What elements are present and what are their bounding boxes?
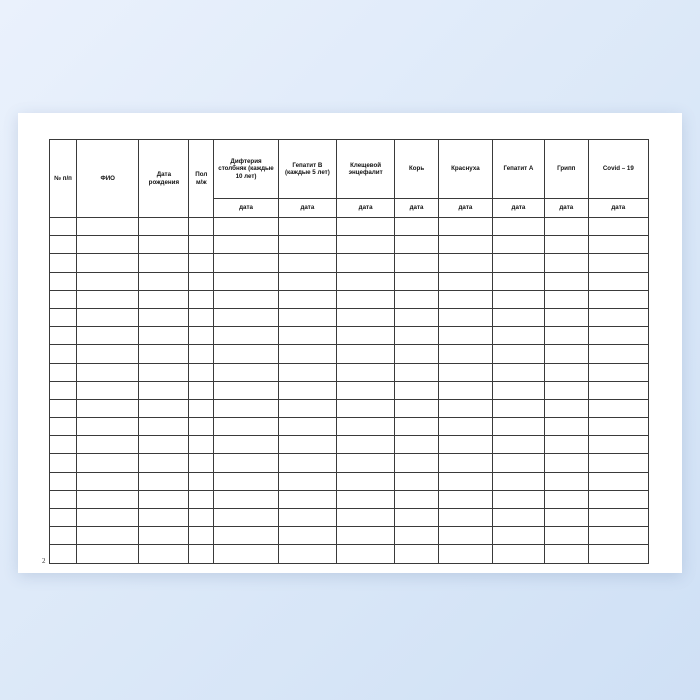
table-cell[interactable] xyxy=(139,436,189,454)
table-cell[interactable] xyxy=(189,454,214,472)
table-cell[interactable] xyxy=(492,363,544,381)
table-cell[interactable] xyxy=(214,272,278,290)
table-cell[interactable] xyxy=(50,363,77,381)
table-cell[interactable] xyxy=(544,290,588,308)
table-cell[interactable] xyxy=(492,272,544,290)
table-row xyxy=(50,545,649,563)
table-cell[interactable] xyxy=(588,545,648,563)
table-cell[interactable] xyxy=(77,454,139,472)
table-cell[interactable] xyxy=(336,327,394,345)
table-cell[interactable] xyxy=(139,327,189,345)
table-cell[interactable] xyxy=(214,399,278,417)
table-cell[interactable] xyxy=(50,399,77,417)
table-cell[interactable] xyxy=(278,545,336,563)
table-row xyxy=(50,490,649,508)
table-cell[interactable] xyxy=(278,290,336,308)
document-page xyxy=(18,113,682,573)
table-cell[interactable] xyxy=(278,436,336,454)
table-cell[interactable] xyxy=(492,290,544,308)
column-subheader-7: дата xyxy=(395,199,439,218)
table-cell[interactable] xyxy=(189,254,214,272)
table-cell[interactable] xyxy=(588,527,648,545)
table-row xyxy=(50,290,649,308)
table-cell[interactable] xyxy=(278,345,336,363)
table-cell[interactable] xyxy=(139,418,189,436)
table-cell[interactable] xyxy=(77,527,139,545)
column-header-8 xyxy=(438,140,492,199)
table-cell[interactable] xyxy=(395,545,439,563)
header-row-main xyxy=(50,140,649,199)
table-cell[interactable] xyxy=(278,490,336,508)
table-cell[interactable] xyxy=(189,418,214,436)
table-cell[interactable] xyxy=(492,381,544,399)
table-cell[interactable] xyxy=(336,254,394,272)
table-cell[interactable] xyxy=(492,399,544,417)
table-cell[interactable] xyxy=(214,308,278,326)
table-cell[interactable] xyxy=(139,454,189,472)
table-cell[interactable] xyxy=(214,472,278,490)
table-row xyxy=(50,308,649,326)
table-cell[interactable] xyxy=(77,308,139,326)
table-cell[interactable] xyxy=(336,454,394,472)
table-cell[interactable] xyxy=(139,399,189,417)
table-cell[interactable] xyxy=(189,436,214,454)
column-header-5 xyxy=(278,140,336,199)
table-cell[interactable] xyxy=(438,399,492,417)
table-cell[interactable] xyxy=(438,436,492,454)
table-cell[interactable] xyxy=(544,236,588,254)
table-cell[interactable] xyxy=(214,254,278,272)
column-header-3 xyxy=(189,140,214,218)
table-cell[interactable] xyxy=(588,272,648,290)
table-cell[interactable] xyxy=(438,509,492,527)
column-subheader-11: дата xyxy=(588,199,648,218)
table-cell[interactable] xyxy=(588,218,648,236)
table-cell[interactable] xyxy=(278,327,336,345)
table-cell[interactable] xyxy=(139,345,189,363)
table-cell[interactable] xyxy=(588,436,648,454)
table-cell[interactable] xyxy=(189,290,214,308)
table-cell[interactable] xyxy=(50,327,77,345)
table-cell[interactable] xyxy=(588,490,648,508)
table-cell[interactable] xyxy=(139,308,189,326)
table-row xyxy=(50,418,649,436)
table-cell[interactable] xyxy=(395,509,439,527)
table-cell[interactable] xyxy=(336,418,394,436)
column-header-label-10: Грипп xyxy=(557,165,576,173)
table-cell[interactable] xyxy=(50,418,77,436)
column-header-label-0: № п/п xyxy=(54,174,72,182)
table-cell[interactable] xyxy=(278,381,336,399)
table-row xyxy=(50,327,649,345)
table-cell[interactable] xyxy=(139,490,189,508)
table-cell[interactable] xyxy=(214,236,278,254)
table-cell[interactable] xyxy=(189,236,214,254)
table-cell[interactable] xyxy=(50,472,77,490)
table-cell[interactable] xyxy=(278,272,336,290)
table-cell[interactable] xyxy=(50,381,77,399)
table-cell[interactable] xyxy=(395,399,439,417)
table-cell[interactable] xyxy=(544,399,588,417)
table-cell[interactable] xyxy=(438,272,492,290)
table-cell[interactable] xyxy=(395,254,439,272)
table-cell[interactable] xyxy=(395,472,439,490)
table-cell[interactable] xyxy=(50,308,77,326)
table-cell[interactable] xyxy=(588,399,648,417)
table-cell[interactable] xyxy=(544,327,588,345)
table-cell[interactable] xyxy=(492,545,544,563)
table-cell[interactable] xyxy=(139,545,189,563)
table-cell[interactable] xyxy=(588,236,648,254)
table-cell[interactable] xyxy=(139,472,189,490)
table-cell[interactable] xyxy=(544,545,588,563)
table-cell[interactable] xyxy=(544,254,588,272)
column-subheader-5: дата xyxy=(278,199,336,218)
table-cell[interactable] xyxy=(336,345,394,363)
table-row xyxy=(50,254,649,272)
table-row xyxy=(50,363,649,381)
column-subheader-4: дата xyxy=(214,199,278,218)
table-row xyxy=(50,345,649,363)
table-cell[interactable] xyxy=(77,472,139,490)
table-cell[interactable] xyxy=(77,509,139,527)
table-row xyxy=(50,454,649,472)
table-cell[interactable] xyxy=(588,509,648,527)
column-header-label-6: Клещевой энцефалит xyxy=(348,161,383,176)
table-cell[interactable] xyxy=(336,436,394,454)
table-cell[interactable] xyxy=(588,381,648,399)
table-cell[interactable] xyxy=(588,472,648,490)
table-cell[interactable] xyxy=(77,418,139,436)
table-cell[interactable] xyxy=(336,472,394,490)
table-cell[interactable] xyxy=(588,454,648,472)
column-header-0 xyxy=(50,140,77,218)
column-header-7 xyxy=(395,140,439,199)
vaccination-table xyxy=(49,139,649,564)
column-header-label-7: Корь xyxy=(408,165,425,173)
table-cell[interactable] xyxy=(395,218,439,236)
table-cell[interactable] xyxy=(214,345,278,363)
table-cell[interactable] xyxy=(492,218,544,236)
column-header-4 xyxy=(214,140,278,199)
table-cell[interactable] xyxy=(336,236,394,254)
table-cell[interactable] xyxy=(492,472,544,490)
table-header xyxy=(50,140,649,218)
table-cell[interactable] xyxy=(544,436,588,454)
table-cell[interactable] xyxy=(544,454,588,472)
column-header-label-4: Дифтерия столбняк (каждые 10 лет) xyxy=(218,158,274,180)
table-cell[interactable] xyxy=(395,490,439,508)
table-cell[interactable] xyxy=(77,236,139,254)
table-cell[interactable] xyxy=(438,254,492,272)
table-cell[interactable] xyxy=(588,418,648,436)
table-cell[interactable] xyxy=(50,345,77,363)
table-cell[interactable] xyxy=(77,327,139,345)
table-cell[interactable] xyxy=(492,490,544,508)
table-cell[interactable] xyxy=(588,345,648,363)
table-cell[interactable] xyxy=(189,545,214,563)
table-cell[interactable] xyxy=(214,527,278,545)
table-cell[interactable] xyxy=(139,290,189,308)
table-cell[interactable] xyxy=(50,545,77,563)
table-cell[interactable] xyxy=(588,327,648,345)
table-cell[interactable] xyxy=(492,454,544,472)
table-cell[interactable] xyxy=(544,527,588,545)
table-cell[interactable] xyxy=(438,290,492,308)
column-subheader-8: дата xyxy=(438,199,492,218)
table-cell[interactable] xyxy=(77,345,139,363)
table-cell[interactable] xyxy=(50,254,77,272)
table-cell[interactable] xyxy=(492,527,544,545)
table-cell[interactable] xyxy=(544,472,588,490)
table-row xyxy=(50,236,649,254)
table-cell[interactable] xyxy=(336,545,394,563)
table-cell[interactable] xyxy=(77,381,139,399)
table-row xyxy=(50,527,649,545)
table-cell[interactable] xyxy=(214,418,278,436)
table-cell[interactable] xyxy=(278,254,336,272)
table-cell[interactable] xyxy=(544,363,588,381)
table-cell[interactable] xyxy=(492,254,544,272)
table-cell[interactable] xyxy=(336,509,394,527)
table-cell[interactable] xyxy=(544,490,588,508)
table-cell[interactable] xyxy=(588,308,648,326)
table-cell[interactable] xyxy=(214,490,278,508)
table-cell[interactable] xyxy=(278,308,336,326)
table-cell[interactable] xyxy=(588,254,648,272)
table-cell[interactable] xyxy=(438,308,492,326)
table-cell[interactable] xyxy=(492,327,544,345)
table-cell[interactable] xyxy=(278,399,336,417)
table-cell[interactable] xyxy=(492,436,544,454)
table-cell[interactable] xyxy=(336,381,394,399)
table-cell[interactable] xyxy=(214,290,278,308)
table-cell[interactable] xyxy=(139,254,189,272)
table-cell[interactable] xyxy=(336,272,394,290)
column-header-6 xyxy=(336,140,394,199)
table-cell[interactable] xyxy=(139,509,189,527)
column-header-1 xyxy=(77,140,139,218)
table-cell[interactable] xyxy=(77,490,139,508)
table-cell[interactable] xyxy=(189,490,214,508)
table-cell[interactable] xyxy=(189,527,214,545)
table-cell[interactable] xyxy=(189,345,214,363)
table-cell[interactable] xyxy=(544,272,588,290)
table-cell[interactable] xyxy=(395,527,439,545)
column-subheader-9: дата xyxy=(492,199,544,218)
column-header-label-9: Гепатит А xyxy=(503,165,534,173)
table-cell[interactable] xyxy=(588,363,648,381)
table-cell[interactable] xyxy=(189,308,214,326)
table-cell[interactable] xyxy=(278,236,336,254)
table-cell[interactable] xyxy=(77,218,139,236)
table-cell[interactable] xyxy=(189,218,214,236)
table-cell[interactable] xyxy=(139,381,189,399)
table-cell[interactable] xyxy=(544,509,588,527)
table-cell[interactable] xyxy=(77,254,139,272)
table-cell[interactable] xyxy=(438,545,492,563)
table-row xyxy=(50,436,649,454)
table-cell[interactable] xyxy=(278,509,336,527)
table-cell[interactable] xyxy=(395,381,439,399)
table-cell[interactable] xyxy=(278,527,336,545)
table-cell[interactable] xyxy=(214,545,278,563)
table-cell[interactable] xyxy=(189,509,214,527)
table-cell[interactable] xyxy=(77,290,139,308)
table-cell[interactable] xyxy=(189,399,214,417)
table-cell[interactable] xyxy=(278,454,336,472)
table-cell[interactable] xyxy=(492,308,544,326)
table-cell[interactable] xyxy=(395,345,439,363)
column-header-label-8: Краснуха xyxy=(451,165,480,173)
table-cell[interactable] xyxy=(189,272,214,290)
table-cell[interactable] xyxy=(395,327,439,345)
column-header-label-5: Гепатит В (каждые 5 лет) xyxy=(284,161,330,176)
table-cell[interactable] xyxy=(395,308,439,326)
table-cell[interactable] xyxy=(438,345,492,363)
table-cell[interactable] xyxy=(77,363,139,381)
table-cell[interactable] xyxy=(438,454,492,472)
page-number: 2 xyxy=(42,557,46,565)
table-cell[interactable] xyxy=(395,418,439,436)
column-header-10 xyxy=(544,140,588,199)
table-cell[interactable] xyxy=(395,236,439,254)
table-cell[interactable] xyxy=(336,527,394,545)
table-cell[interactable] xyxy=(544,381,588,399)
table-cell[interactable] xyxy=(395,454,439,472)
vaccination-table-wrapper xyxy=(49,139,649,564)
table-cell[interactable] xyxy=(438,218,492,236)
table-cell[interactable] xyxy=(438,381,492,399)
table-cell[interactable] xyxy=(50,454,77,472)
table-cell[interactable] xyxy=(214,363,278,381)
table-cell[interactable] xyxy=(278,363,336,381)
table-cell[interactable] xyxy=(50,436,77,454)
table-cell[interactable] xyxy=(77,272,139,290)
column-header-9 xyxy=(492,140,544,199)
table-cell[interactable] xyxy=(492,509,544,527)
table-cell[interactable] xyxy=(189,363,214,381)
table-cell[interactable] xyxy=(50,218,77,236)
column-header-11 xyxy=(588,140,648,199)
table-cell[interactable] xyxy=(214,509,278,527)
table-row xyxy=(50,218,649,236)
table-cell[interactable] xyxy=(395,290,439,308)
table-cell[interactable] xyxy=(50,236,77,254)
table-cell[interactable] xyxy=(214,218,278,236)
table-cell[interactable] xyxy=(438,472,492,490)
table-cell[interactable] xyxy=(336,218,394,236)
table-cell[interactable] xyxy=(77,436,139,454)
column-header-label-1: ФИО xyxy=(100,174,115,182)
table-cell[interactable] xyxy=(214,454,278,472)
table-cell[interactable] xyxy=(189,472,214,490)
table-cell[interactable] xyxy=(139,218,189,236)
table-cell[interactable] xyxy=(214,327,278,345)
column-header-label-2: Дата рождения xyxy=(148,171,180,186)
column-subheader-6: дата xyxy=(336,199,394,218)
table-cell[interactable] xyxy=(438,418,492,436)
table-row xyxy=(50,272,649,290)
table-cell[interactable] xyxy=(336,363,394,381)
table-cell[interactable] xyxy=(492,418,544,436)
table-cell[interactable] xyxy=(189,381,214,399)
table-cell[interactable] xyxy=(336,290,394,308)
table-cell[interactable] xyxy=(438,363,492,381)
table-cell[interactable] xyxy=(544,418,588,436)
table-cell[interactable] xyxy=(50,272,77,290)
table-cell[interactable] xyxy=(139,363,189,381)
table-cell[interactable] xyxy=(77,399,139,417)
table-cell[interactable] xyxy=(214,436,278,454)
table-cell[interactable] xyxy=(50,509,77,527)
table-cell[interactable] xyxy=(77,545,139,563)
table-cell[interactable] xyxy=(588,290,648,308)
table-cell[interactable] xyxy=(438,236,492,254)
table-cell[interactable] xyxy=(336,399,394,417)
table-cell[interactable] xyxy=(438,490,492,508)
table-cell[interactable] xyxy=(214,381,278,399)
table-cell[interactable] xyxy=(544,218,588,236)
table-body xyxy=(50,218,649,564)
table-row xyxy=(50,399,649,417)
table-row xyxy=(50,472,649,490)
table-cell[interactable] xyxy=(395,436,439,454)
column-subheader-10: дата xyxy=(544,199,588,218)
table-cell[interactable] xyxy=(544,345,588,363)
table-cell[interactable] xyxy=(278,218,336,236)
table-cell[interactable] xyxy=(50,527,77,545)
table-cell[interactable] xyxy=(492,236,544,254)
table-cell[interactable] xyxy=(336,308,394,326)
column-header-label-3: Пол м/ж xyxy=(195,171,208,186)
column-header-label-11: Covid – 19 xyxy=(602,165,634,173)
table-cell[interactable] xyxy=(50,290,77,308)
table-cell[interactable] xyxy=(544,308,588,326)
column-header-2 xyxy=(139,140,189,218)
table-row xyxy=(50,381,649,399)
table-cell[interactable] xyxy=(278,472,336,490)
table-row xyxy=(50,509,649,527)
table-cell[interactable] xyxy=(438,327,492,345)
table-cell[interactable] xyxy=(395,272,439,290)
table-cell[interactable] xyxy=(50,490,77,508)
table-cell[interactable] xyxy=(438,527,492,545)
table-cell[interactable] xyxy=(395,363,439,381)
table-cell[interactable] xyxy=(189,327,214,345)
table-cell[interactable] xyxy=(336,490,394,508)
table-cell[interactable] xyxy=(139,272,189,290)
table-cell[interactable] xyxy=(492,345,544,363)
table-cell[interactable] xyxy=(139,527,189,545)
table-cell[interactable] xyxy=(139,236,189,254)
table-cell[interactable] xyxy=(278,418,336,436)
